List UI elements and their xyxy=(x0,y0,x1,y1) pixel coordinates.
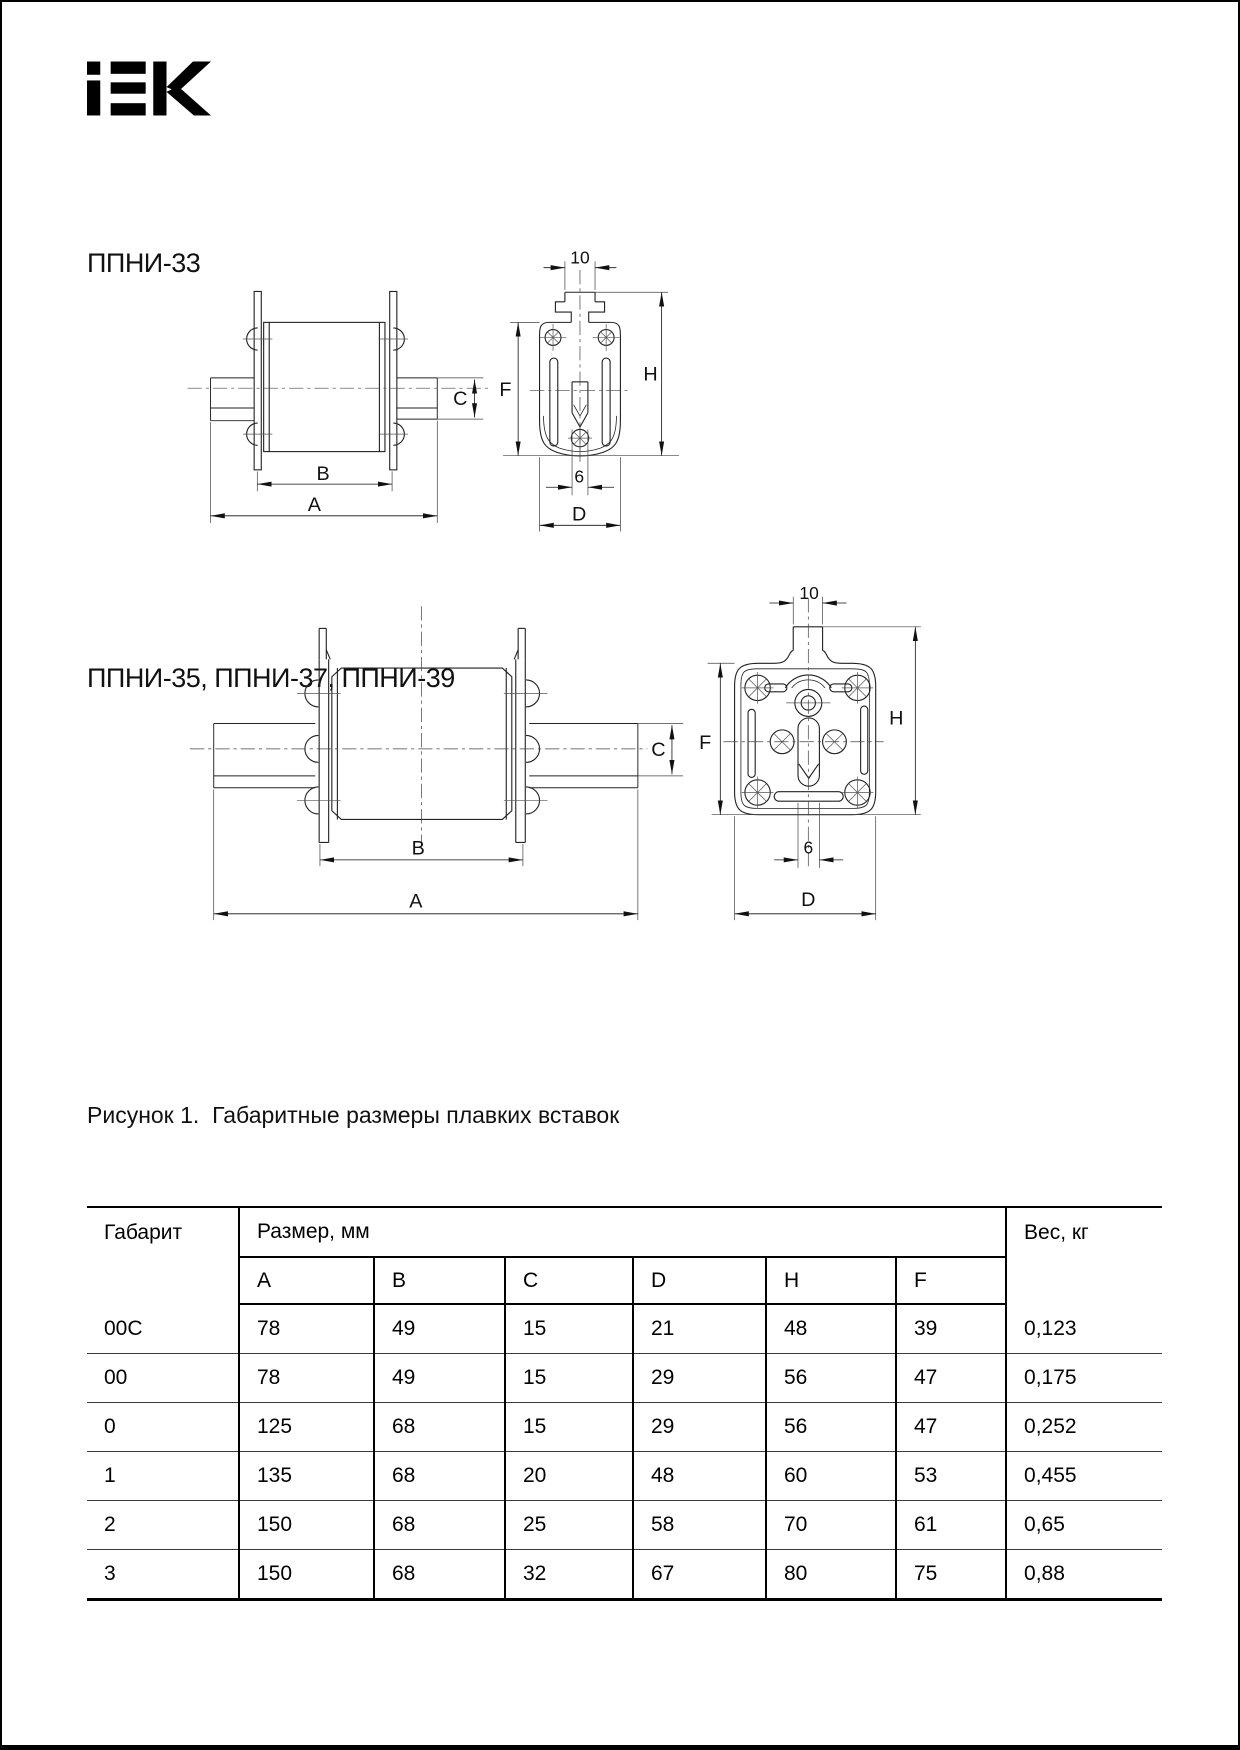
cell-B: 49 xyxy=(374,1304,505,1354)
dim-label-a2: A xyxy=(409,890,423,913)
cell-F: 53 xyxy=(896,1452,1006,1501)
cell-C: 15 xyxy=(505,1354,633,1403)
cell-weight: 0,123 xyxy=(1006,1304,1162,1354)
cell-gabarit: 00 xyxy=(87,1354,239,1403)
cell-H: 60 xyxy=(766,1452,896,1501)
ppni35-end-view xyxy=(699,583,921,920)
figure-heading-ppni-33: ППНИ-33 xyxy=(87,248,201,278)
cell-B: 68 xyxy=(374,1550,505,1600)
ppni33-end-view xyxy=(499,248,679,532)
table-header-weight-kg: Вес, кг xyxy=(1006,1207,1162,1304)
cell-H: 70 xyxy=(766,1501,896,1550)
table-row xyxy=(87,1501,1162,1550)
table-col-D: D xyxy=(633,1257,766,1304)
cell-F: 61 xyxy=(896,1501,1006,1550)
dim-label-d1: D xyxy=(572,503,587,526)
cell-F: 39 xyxy=(896,1304,1006,1354)
cell-F: 75 xyxy=(896,1550,1006,1600)
cell-H: 56 xyxy=(766,1354,896,1403)
cell-C: 15 xyxy=(505,1304,633,1354)
cell-weight: 0,65 xyxy=(1006,1501,1162,1550)
dim-label-b2: B xyxy=(411,837,425,860)
cell-gabarit: 1 xyxy=(87,1452,239,1501)
cell-A: 78 xyxy=(239,1304,374,1354)
cell-B: 68 xyxy=(374,1452,505,1501)
table-col-B: B xyxy=(374,1257,505,1304)
iek-logo-glyphs xyxy=(87,62,211,116)
dim-label-c2: C xyxy=(651,739,666,762)
table-row xyxy=(87,1403,1162,1452)
dim-label-10-1: 10 xyxy=(570,247,590,268)
cell-C: 32 xyxy=(505,1550,633,1600)
table-header-size-mm: Размер, мм xyxy=(239,1207,1006,1257)
cell-gabarit: 2 xyxy=(87,1501,239,1550)
figure-caption: Рисунок 1. Габаритные размеры плавких вставок xyxy=(87,1102,620,1128)
cell-F: 47 xyxy=(896,1354,1006,1403)
cell-gabarit: 3 xyxy=(104,1562,116,1585)
cell-D: 58 xyxy=(633,1501,766,1550)
ppni35-side-view xyxy=(190,606,683,920)
dim-label-d2: D xyxy=(801,888,816,911)
dim-label-6-1: 6 xyxy=(574,466,585,487)
table-col-F: F xyxy=(896,1257,1006,1304)
cell-A: 135 xyxy=(239,1452,374,1501)
dim-label-f2: F xyxy=(699,731,712,754)
cell-D: 21 xyxy=(633,1304,766,1354)
cell-A: 150 xyxy=(239,1501,374,1550)
cell-A: 78 xyxy=(239,1354,374,1403)
table-col-A: A xyxy=(239,1257,374,1304)
cell-H: 48 xyxy=(766,1304,896,1354)
dim-label-c1: C xyxy=(453,387,468,410)
cell-gabarit: 0 xyxy=(87,1403,239,1452)
cell-C: 20 xyxy=(505,1452,633,1501)
dim-label-b1: B xyxy=(316,463,330,486)
cell-D: 48 xyxy=(633,1452,766,1501)
table-col-H: H xyxy=(766,1257,896,1304)
cell-D: 29 xyxy=(633,1354,766,1403)
table-col-C: C xyxy=(505,1257,633,1304)
table-row xyxy=(87,1304,1162,1354)
cell-B: 68 xyxy=(374,1501,505,1550)
table-row xyxy=(87,1354,1162,1403)
cell-B: 68 xyxy=(374,1403,505,1452)
cell-F: 47 xyxy=(896,1403,1006,1452)
dimensions-table xyxy=(87,1206,1162,1601)
dim-label-10-2: 10 xyxy=(799,583,819,604)
dim-label-f1: F xyxy=(499,379,512,402)
cell-weight: 0,252 xyxy=(1006,1403,1162,1452)
iek-logo xyxy=(87,59,211,118)
table-header-gabarit: Габарит xyxy=(104,1221,183,1244)
table-row xyxy=(87,1550,1162,1600)
ppni33-side-view xyxy=(188,291,492,522)
figure-heading-ppni-35-37-39: ППНИ-35, ППНИ-37, ППНИ-39 xyxy=(87,663,455,693)
dim-label-6-2: 6 xyxy=(803,837,814,858)
cell-D: 67 xyxy=(633,1550,766,1600)
table-row xyxy=(87,1452,1162,1501)
cell-A: 150 xyxy=(239,1550,374,1600)
cell-gabarit: 00C xyxy=(87,1304,239,1354)
cell-weight: 0,455 xyxy=(1006,1452,1162,1501)
dim-label-h1: H xyxy=(643,363,658,386)
cell-weight: 0,175 xyxy=(1006,1354,1162,1403)
dimension-drawings xyxy=(2,232,1240,1112)
cell-H: 80 xyxy=(766,1550,896,1600)
cell-B: 49 xyxy=(374,1354,505,1403)
cell-weight: 0,88 xyxy=(1006,1550,1162,1600)
dim-label-h2: H xyxy=(889,707,904,730)
dim-label-a1: A xyxy=(307,494,322,517)
cell-C: 25 xyxy=(505,1501,633,1550)
cell-H: 56 xyxy=(766,1403,896,1452)
cell-C: 15 xyxy=(505,1403,633,1452)
cell-D: 29 xyxy=(633,1403,766,1452)
cell-A: 125 xyxy=(239,1403,374,1452)
